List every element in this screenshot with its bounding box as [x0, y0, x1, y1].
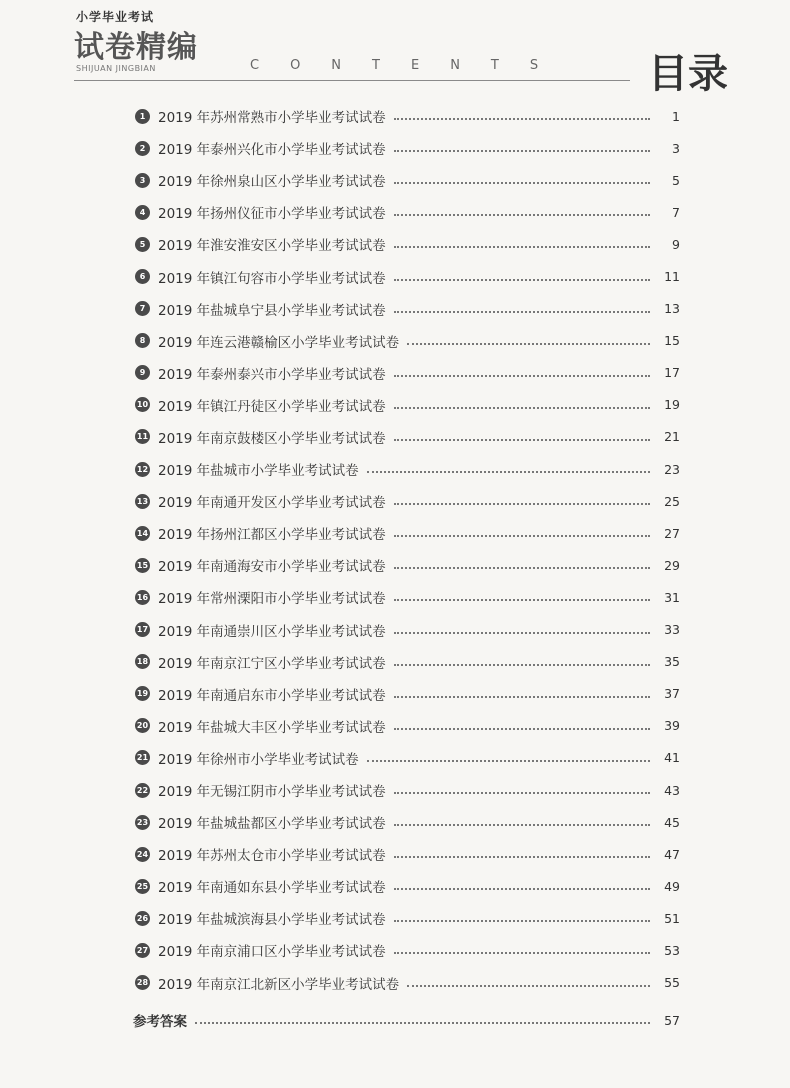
entry-number-badge: 11	[135, 429, 150, 444]
entry-title: 2019 年镇江丹徒区小学毕业考试试卷	[158, 398, 386, 415]
entry-page: 11	[664, 269, 680, 285]
entry-page: 51	[664, 910, 680, 926]
entry-page: 1	[672, 108, 680, 124]
entry-title: 2019 年南通如东县小学毕业考试试卷	[158, 880, 386, 897]
entry-number-badge: 23	[135, 815, 150, 830]
entry-page: 31	[664, 589, 680, 605]
entry-page: 15	[664, 333, 680, 349]
dot-leader	[394, 952, 650, 954]
toc-entry[interactable]	[135, 196, 680, 228]
dot-leader	[394, 439, 650, 441]
entry-number-badge: 27	[135, 943, 150, 958]
toc-entry[interactable]	[135, 260, 680, 292]
entry-title: 2019 年盐城阜宁县小学毕业考试试卷	[158, 302, 386, 319]
entry-page: 19	[664, 397, 680, 413]
toc-entry[interactable]	[135, 293, 680, 325]
toc-entry[interactable]	[135, 838, 680, 870]
toc-entry[interactable]	[135, 453, 680, 485]
entry-page: 17	[664, 365, 680, 381]
dot-leader	[394, 375, 650, 377]
entry-number-badge: 2	[135, 141, 150, 156]
entry-title: 2019 年南通开发区小学毕业考试试卷	[158, 495, 386, 512]
entry-page: 39	[664, 718, 680, 734]
entry-title: 2019 年南京江宁区小学毕业考试试卷	[158, 655, 386, 672]
header-rule	[74, 80, 630, 81]
toc-entry[interactable]	[135, 389, 680, 421]
entry-page: 49	[664, 878, 680, 894]
entry-number-badge: 3	[135, 173, 150, 188]
book-pinyin: SHIJUAN JINGBIAN	[76, 64, 156, 73]
entry-number-badge: 9	[135, 365, 150, 380]
entry-number-badge: 1	[135, 109, 150, 124]
entry-number-badge: 16	[135, 590, 150, 605]
entry-number-badge: 17	[135, 622, 150, 637]
entry-page: 35	[664, 654, 680, 670]
entry-title: 2019 年南京浦口区小学毕业考试试卷	[158, 944, 386, 961]
entry-title: 2019 年无锡江阴市小学毕业考试试卷	[158, 784, 386, 801]
entry-page: 29	[664, 557, 680, 573]
entry-page: 13	[664, 301, 680, 317]
entry-title: 2019 年南通海安市小学毕业考试试卷	[158, 559, 386, 576]
dot-leader	[394, 407, 650, 409]
entry-title: 2019 年南京鼓楼区小学毕业考试试卷	[158, 430, 386, 447]
entry-number-badge: 4	[135, 205, 150, 220]
entry-title: 2019 年盐城盐都区小学毕业考试试卷	[158, 816, 386, 833]
dot-leader	[394, 279, 650, 281]
entry-title: 2019 年镇江句容市小学毕业考试试卷	[158, 270, 386, 287]
toc-entry[interactable]	[135, 614, 680, 646]
toc-entry[interactable]	[135, 870, 680, 902]
dot-leader	[407, 985, 650, 987]
entry-title: 2019 年南京江北新区小学毕业考试试卷	[158, 976, 400, 993]
contents-word: CONTENTS	[250, 58, 570, 73]
entry-number-badge: 6	[135, 269, 150, 284]
toc-entry[interactable]	[135, 806, 680, 838]
entry-page: 41	[664, 750, 680, 766]
toc-entry[interactable]	[135, 485, 680, 517]
entry-page: 45	[664, 814, 680, 830]
entry-number-badge: 26	[135, 911, 150, 926]
dot-leader	[394, 150, 650, 152]
entry-number-badge: 28	[135, 975, 150, 990]
entry-number-badge: 14	[135, 526, 150, 541]
dot-leader	[367, 760, 650, 762]
entry-number-badge: 12	[135, 462, 150, 477]
entry-page: 23	[664, 461, 680, 477]
dot-leader	[394, 311, 650, 313]
toc-entry[interactable]	[135, 517, 680, 549]
entry-page: 53	[664, 942, 680, 958]
dot-leader	[394, 567, 650, 569]
entry-title: 2019 年南通启东市小学毕业考试试卷	[158, 687, 386, 704]
entry-number-badge: 15	[135, 558, 150, 573]
entry-title: 2019 年扬州仪征市小学毕业考试试卷	[158, 206, 386, 223]
dot-leader	[394, 503, 650, 505]
entry-number-badge: 25	[135, 879, 150, 894]
answer-title: 参考答案	[133, 1014, 187, 1030]
entry-title: 2019 年南通崇川区小学毕业考试试卷	[158, 623, 386, 640]
entry-page: 47	[664, 846, 680, 862]
dot-leader	[394, 920, 650, 922]
entry-title: 2019 年常州溧阳市小学毕业考试试卷	[158, 591, 386, 608]
dot-leader	[394, 824, 650, 826]
dot-leader	[394, 696, 650, 698]
entry-title: 2019 年苏州常熟市小学毕业考试试卷	[158, 110, 386, 127]
toc-entry[interactable]	[135, 164, 680, 196]
toc-entry[interactable]	[135, 100, 680, 132]
entry-title: 2019 年盐城市小学毕业考试试卷	[158, 463, 359, 480]
entry-title: 2019 年苏州太仓市小学毕业考试试卷	[158, 848, 386, 865]
entry-number-badge: 13	[135, 494, 150, 509]
entry-title: 2019 年淮安淮安区小学毕业考试试卷	[158, 238, 386, 255]
toc-entry[interactable]	[135, 581, 680, 613]
entry-page: 25	[664, 493, 680, 509]
dot-leader	[394, 118, 650, 120]
toc-entry[interactable]	[135, 421, 680, 453]
series-label: 小学毕业考试	[76, 10, 155, 24]
dot-leader	[367, 471, 650, 473]
entry-page: 43	[664, 782, 680, 798]
toc-entry[interactable]	[135, 967, 680, 999]
entry-title: 2019 年连云港赣榆区小学毕业考试试卷	[158, 334, 400, 351]
dot-leader	[394, 856, 650, 858]
dot-leader	[394, 535, 650, 537]
toc-entry[interactable]	[135, 678, 680, 710]
entry-number-badge: 5	[135, 237, 150, 252]
entry-page: 5	[672, 172, 680, 188]
entry-number-badge: 7	[135, 301, 150, 316]
entry-page: 9	[672, 236, 680, 252]
toc-entry[interactable]	[135, 742, 680, 774]
entry-page: 55	[664, 975, 680, 991]
toc-entry[interactable]	[135, 774, 680, 806]
dot-leader	[394, 664, 650, 666]
dot-leader	[394, 728, 650, 730]
entry-page: 27	[664, 525, 680, 541]
answer-page: 57	[664, 1012, 680, 1028]
answer-entry[interactable]	[133, 1010, 680, 1030]
dot-leader	[407, 343, 650, 345]
toc-entry[interactable]	[135, 549, 680, 581]
entry-number-badge: 22	[135, 783, 150, 798]
entry-number-badge: 10	[135, 397, 150, 412]
dot-leader	[394, 182, 650, 184]
toc-entry[interactable]	[135, 934, 680, 966]
entry-page: 33	[664, 622, 680, 638]
dot-leader	[195, 1022, 650, 1024]
entry-number-badge: 20	[135, 718, 150, 733]
toc-entry[interactable]	[135, 646, 680, 678]
toc-title: 目录	[648, 51, 728, 97]
toc-entry[interactable]	[135, 357, 680, 389]
dot-leader	[394, 599, 650, 601]
entry-title: 2019 年徐州市小学毕业考试试卷	[158, 751, 359, 768]
dot-leader	[394, 792, 650, 794]
entry-page: 3	[672, 140, 680, 156]
toc-entry[interactable]	[135, 132, 680, 164]
toc-list	[135, 100, 680, 999]
entry-title: 2019 年扬州江都区小学毕业考试试卷	[158, 527, 386, 544]
toc-entry[interactable]	[135, 902, 680, 934]
entry-page: 21	[664, 429, 680, 445]
entry-title: 2019 年徐州泉山区小学毕业考试试卷	[158, 174, 386, 191]
dot-leader	[394, 214, 650, 216]
dot-leader	[394, 246, 650, 248]
toc-entry[interactable]	[135, 710, 680, 742]
entry-number-badge: 21	[135, 750, 150, 765]
entry-title: 2019 年泰州兴化市小学毕业考试试卷	[158, 142, 386, 159]
entry-title: 2019 年泰州泰兴市小学毕业考试试卷	[158, 366, 386, 383]
toc-entry[interactable]	[135, 325, 680, 357]
entry-number-badge: 8	[135, 333, 150, 348]
toc-entry[interactable]	[135, 228, 680, 260]
entry-title: 2019 年盐城滨海县小学毕业考试试卷	[158, 912, 386, 929]
entry-number-badge: 24	[135, 847, 150, 862]
entry-number-badge: 19	[135, 686, 150, 701]
dot-leader	[394, 632, 650, 634]
entry-title: 2019 年盐城大丰区小学毕业考试试卷	[158, 719, 386, 736]
dot-leader	[394, 888, 650, 890]
book-title: 试卷精编	[74, 30, 198, 65]
entry-number-badge: 18	[135, 654, 150, 669]
entry-page: 7	[672, 204, 680, 220]
entry-page: 37	[664, 686, 680, 702]
